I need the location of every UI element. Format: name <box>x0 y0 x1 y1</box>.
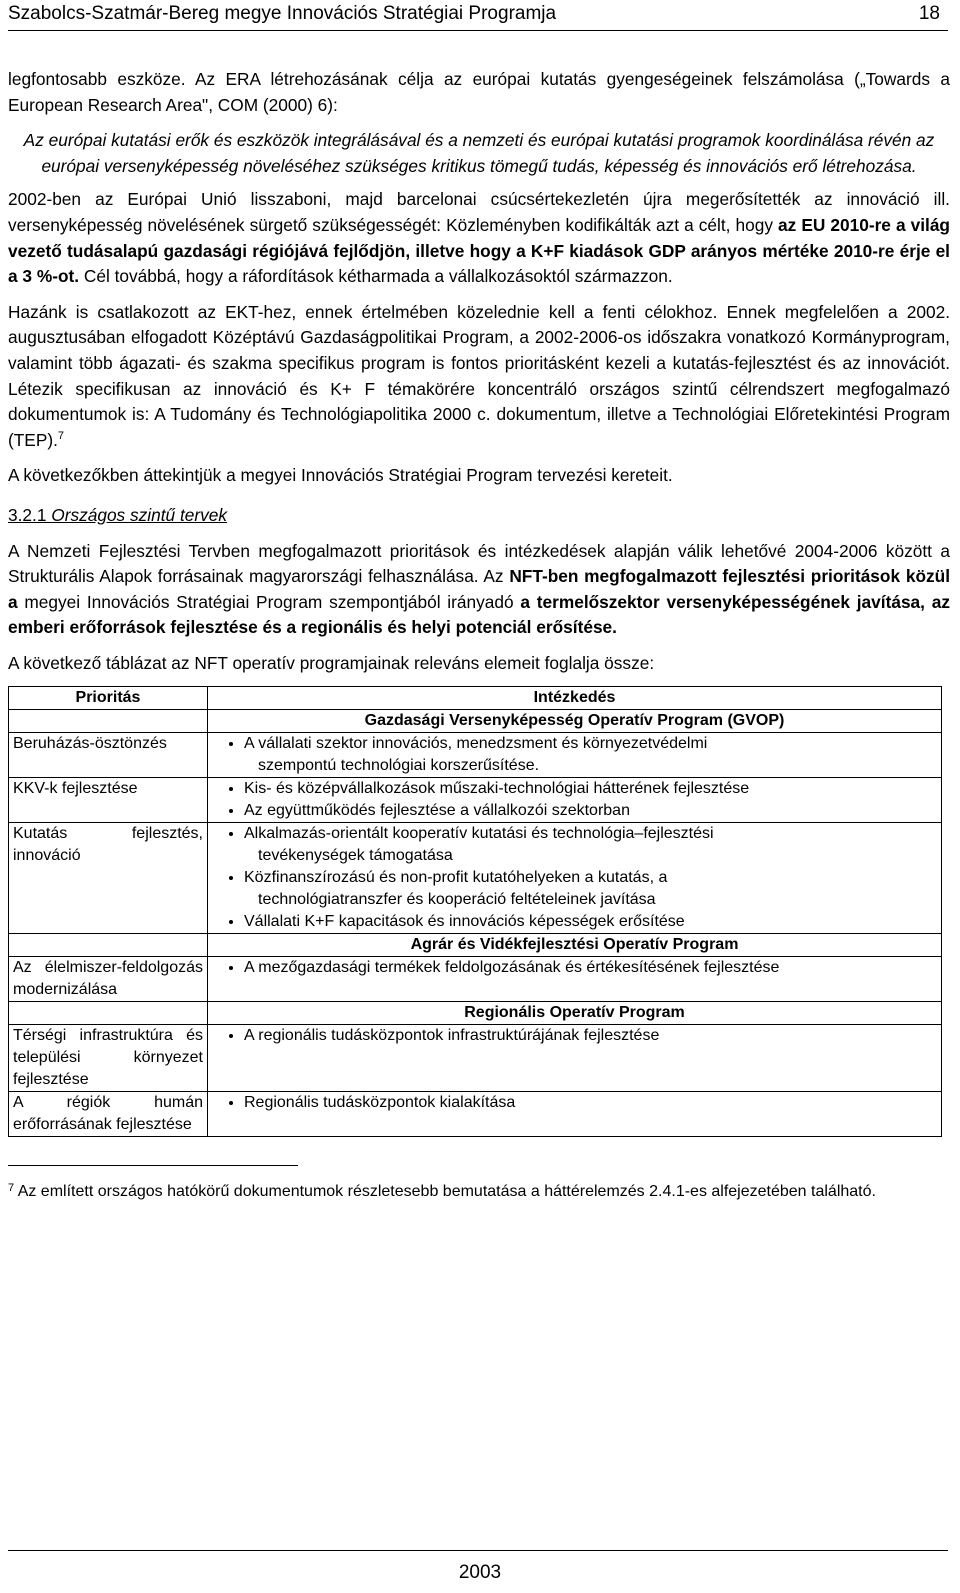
nft-text-d: a termelőszektor versenyképességének javítása, az emberi erőforrások fejlesztése és a regionális és helyi potenciál erősítése. <box>8 591 950 638</box>
measure-cell <box>208 1025 942 1092</box>
program-title-rop: Regionális Operatív Program <box>208 1002 942 1025</box>
section-number: 3.2.1 <box>8 504 47 525</box>
nft-text-b: NFT-ben megfogalmazott fejlesztési prioritások közül a <box>8 566 950 612</box>
list-item <box>244 733 937 777</box>
list-item: • Regionális tudásközpontok kialakítása <box>244 1092 937 1114</box>
nft-table <box>8 686 942 1137</box>
footnote-number: 7 <box>8 1182 15 1195</box>
priority-cell: Térségi infrastruktúra és települési környezet fejlesztése <box>9 1025 208 1092</box>
list-item: • Kis- és középvállalkozások műszaki-technológiai hátterének fejlesztése <box>244 778 937 800</box>
table-row <box>9 778 942 823</box>
table-header-row <box>9 687 942 710</box>
table-row <box>9 957 942 1002</box>
hungary-text: Hazánk is csatlakozott az EKT-hez, ennek értelmében közelednie kell a fenti célokhoz. Ennek megfelelően a 2002. augusztusában elfogadott Középtávú Gazdaságpolitikai Program, a 2002-2006-os időszakra vonatkozó Kormányprogram, valamint több ágazati- és szakma specifikus program is fontos prioritásként kezeli a kutatás-fejlesztést és az innovációt. Létezik specifikusan az innováció és K+ F témakörére koncentráló országos szintű célrendszert megfogalmazó dokumentumok is: A Tudomány és Technológiapolitika 2000 c. dokumentum, illetve a Technológiai Előretekintési Program (TEP). <box>8 301 950 450</box>
section-title: Országos szintű tervek <box>51 504 228 525</box>
paragraph-lisbon <box>8 187 950 289</box>
measure-text: Közfinanszírozású és non-profit kutatóhelyeken a kutatás, a <box>244 869 668 887</box>
program-title-avop: Agrár és Vidékfejlesztési Operatív Program <box>208 934 942 957</box>
paragraph-overview: A következőkben áttekintjük a megyei Innovációs Stratégiai Program tervezési kereteit. <box>8 465 673 486</box>
table-row <box>9 1025 942 1092</box>
lisbon-text-c: Cél továbbá, hogy a ráfordítások kétharmada a vállalkozásoktól származzon. <box>79 266 673 287</box>
col-header-measure: Intézkedés <box>208 687 942 710</box>
priority-cell: A régiók humán erőforrásának fejlesztése <box>9 1092 208 1137</box>
priority-cell: Beruházás-ösztönzés <box>9 733 208 778</box>
program-row-avop <box>9 934 942 957</box>
section-heading <box>8 503 950 529</box>
lisbon-goal-bold: az EU 2010-re a világ vezető tudásalapú gazdasági régiójává fejlődjön, illetve hogy a K+F kiadások GDP arányos mértéke 2010-re érje el a 3 %-ot. <box>8 214 950 287</box>
measure-cell <box>208 823 942 934</box>
list-item <box>244 823 937 867</box>
empty-cell <box>9 1002 208 1025</box>
footnote-ref[interactable]: 7 <box>57 429 65 442</box>
program-row-rop <box>9 1002 942 1025</box>
measure-cell <box>208 733 942 778</box>
paragraph-table-intro: A következő táblázat az NFT operatív programjainak releváns elemeit foglalja össze: <box>8 652 655 673</box>
header-title: Szabolcs-Szatmár-Bereg megye Innovációs Stratégiai Programja <box>8 3 557 24</box>
measure-text: tevékenységek támogatása <box>258 847 453 865</box>
measure-cell <box>208 957 942 1002</box>
priority-cell: KKV-k fejlesztése <box>9 778 208 823</box>
table-row <box>9 733 942 778</box>
empty-cell <box>9 710 208 733</box>
measure-text: szempontú technológiai korszerűsítése. <box>258 757 540 775</box>
paragraph-hungary <box>8 300 950 454</box>
page-number: 18 <box>918 3 940 24</box>
nft-text-a: A Nemzeti Fejlesztési Tervben megfogalmazott prioritások és intézkedések alapján válik lehetővé 2004-2006 között a Strukturális Alapok forrásainak magyarországi felhasználása. Az <box>8 540 950 587</box>
list-item: • A mezőgazdasági termékek feldolgozásának és értékesítésének fejlesztése <box>244 957 937 979</box>
measure-text: Alkalmazás-orientált kooperatív kutatási és technológia–fejlesztési <box>244 825 714 843</box>
measure-cell <box>208 778 942 823</box>
page-content <box>8 67 950 1204</box>
footnote <box>8 1180 950 1204</box>
page-header <box>8 0 948 31</box>
footnote-divider <box>8 1165 298 1166</box>
program-row-gvop <box>9 710 942 733</box>
measure-text: technológiatranszfer és kooperáció feltételeinek javítása <box>258 891 656 909</box>
table-row <box>9 1092 942 1137</box>
priority-cell: Az élelmiszer-feldolgozás modernizálása <box>9 957 208 1002</box>
measure-text: A vállalati szektor innovációs, menedzsment és környezetvédelmi <box>244 735 708 753</box>
list-item <box>244 867 937 911</box>
priority-cell: Kutatás fejlesztés, innováció <box>9 823 208 934</box>
lisbon-text-a: 2002-ben az Európai Unió lisszaboni, majd barcelonai csúcsértekezletén újra megerősítették az innováció ill. versenyképesség növelésének sürgető szükségességét: Közleményben kodifikálták azt a célt, hogy <box>8 189 950 235</box>
empty-cell <box>9 934 208 957</box>
list-item: • Vállalati K+F kapacitások és innovációs képességek erősítése <box>244 911 937 933</box>
footnote-text: Az említett országos hatókörű dokumentumok részletesebb bemutatása a háttérelemzés 2.4.1-es alfejezetében található. <box>17 1183 876 1201</box>
paragraph-era: legfontosabb eszköze. Az ERA létrehozásának célja az európai kutatás gyengeségeinek felszámolása („Towards a European Research Area", COM (2000) 6): <box>8 69 950 115</box>
list-item: • A regionális tudásközpontok infrastruktúrájának fejlesztése <box>244 1025 937 1047</box>
paragraph-nft <box>8 539 950 641</box>
nft-text-c: megyei Innovációs Stratégiai Program szempontjából irányadó <box>17 591 521 612</box>
footer-divider <box>8 1550 948 1551</box>
list-item: • Az együttműködés fejlesztése a vállalkozói szektorban <box>244 800 937 822</box>
measure-cell <box>208 1092 942 1137</box>
program-title-gvop: Gazdasági Versenyképesség Operatív Program (GVOP) <box>208 710 942 733</box>
page-footer: 2003 <box>458 1562 502 1583</box>
table-row <box>9 823 942 934</box>
col-header-priority: Prioritás <box>9 687 208 710</box>
era-quote: Az európai kutatási erők és eszközök integrálásával és a nemzeti és európai kutatási programok koordinálása révén az európai versenyképesség növeléséhez szükséges kritikus tömegű tudás, képesség és innovációs erő létrehozása. <box>23 130 935 176</box>
